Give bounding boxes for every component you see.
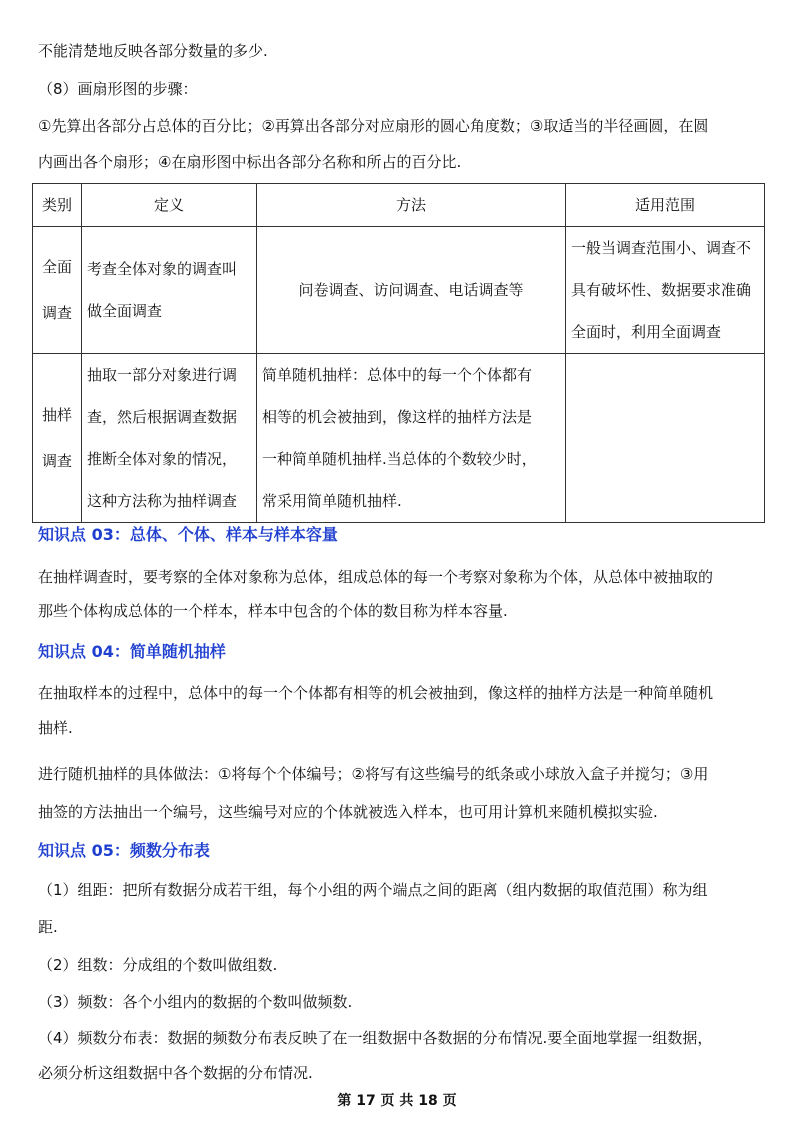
table-header-row — [33, 184, 765, 227]
paragraph-line: （1）组距：把所有数据分成若干组，每个小组的两个端点之间的距离（组内数据的取值范围）称为组 — [38, 881, 708, 899]
category-text: 调查 — [41, 304, 72, 322]
definition-cell — [82, 354, 257, 523]
method-cell — [257, 354, 566, 523]
header-definition: 定义 — [82, 184, 257, 227]
definition-text: 推断全体对象的情况， — [87, 450, 238, 468]
paragraph-line: 在抽取样本的过程中，总体中的每一个个体都有相等的机会被抽到，像这样的抽样方法是一种简单随机 — [38, 684, 714, 702]
scope-cell — [566, 354, 765, 523]
definition-text: 考查全体对象的调查叫 — [87, 260, 238, 278]
table-row — [33, 354, 765, 523]
scope-text: 全面时，利用全面调查 — [571, 323, 722, 341]
header-category: 类别 — [33, 184, 82, 227]
definition-cell — [82, 227, 257, 354]
definition-text: 这种方法称为抽样调查 — [87, 492, 238, 510]
intro-text: 不能清楚地反映各部分数量的多少. — [38, 42, 268, 60]
step-title: （8）画扇形图的步骤： — [38, 80, 198, 98]
method-text: 常采用简单随机抽样. — [262, 492, 402, 510]
method-text: 问卷调查、访问调查、电话调查等 — [298, 281, 524, 299]
section-heading-04: 知识点 04：简单随机抽样 — [38, 642, 226, 661]
paragraph-line: 必须分析这组数据中各个数据的分布情况. — [38, 1064, 313, 1082]
definition-text: 抽取一部分对象进行调 — [87, 366, 238, 384]
header-method: 方法 — [257, 184, 566, 227]
method-text: 简单随机抽样：总体中的每一个个体都有 — [262, 366, 533, 384]
category-cell — [33, 354, 82, 523]
category-text: 调查 — [41, 452, 72, 470]
step-line: ①先算出各部分占总体的百分比；②再算出各部分对应扇形的圆心角度数；③取适当的半径画圆，在圆 — [38, 117, 709, 135]
paragraph-line: （3）频数：各个小组内的数据的个数叫做频数. — [38, 993, 353, 1011]
step-line: 内画出各个扇形；④在扇形图中标出各部分名称和所占的百分比. — [38, 153, 462, 171]
paragraph-line: （4）频数分布表：数据的频数分布表反映了在一组数据中各数据的分布情况.要全面地掌握一组数据， — [38, 1029, 713, 1047]
table-row — [33, 227, 765, 354]
method-cell — [257, 227, 566, 354]
category-text: 全面 — [41, 258, 72, 276]
paragraph-line: 进行随机抽样的具体做法：①将每个个体编号；②将写有这些编号的纸条或小球放入盒子并搅匀；③用 — [38, 765, 709, 783]
paragraph-line: （2）组数：分成组的个数叫做组数. — [38, 956, 278, 974]
page-number: 第 17 页 共 18 页 — [337, 1093, 457, 1109]
section-heading-05: 知识点 05：频数分布表 — [38, 841, 210, 860]
category-cell — [33, 227, 82, 354]
definition-text: 查，然后根据调查数据 — [87, 408, 238, 426]
method-text: 相等的机会被抽到，像这样的抽样方法是 — [262, 408, 533, 426]
paragraph-line: 抽样. — [38, 719, 73, 737]
scope-text: 具有破坏性、数据要求准确 — [571, 281, 752, 299]
section-heading-03: 知识点 03：总体、个体、样本与样本容量 — [38, 525, 338, 544]
definition-text: 做全面调查 — [87, 302, 163, 320]
survey-comparison-table — [32, 183, 765, 523]
header-scope: 适用范围 — [566, 184, 765, 227]
method-text: 一种简单随机抽样.当总体的个数较少时， — [262, 450, 537, 468]
scope-cell — [566, 227, 765, 354]
category-text: 抽样 — [41, 406, 72, 424]
paragraph-line: 距. — [38, 918, 58, 936]
scope-text: 一般当调查范围小、调查不 — [571, 239, 752, 257]
paragraph-line: 那些个体构成总体的一个样本，样本中包含的个体的数目称为样本容量. — [38, 602, 508, 620]
paragraph-line: 在抽样调查时，要考察的全体对象称为总体，组成总体的每一个考察对象称为个体，从总体中被抽取的 — [38, 568, 714, 586]
paragraph-line: 抽签的方法抽出一个编号，这些编号对应的个体就被选入样本，也可用计算机来随机模拟实验. — [38, 803, 658, 821]
